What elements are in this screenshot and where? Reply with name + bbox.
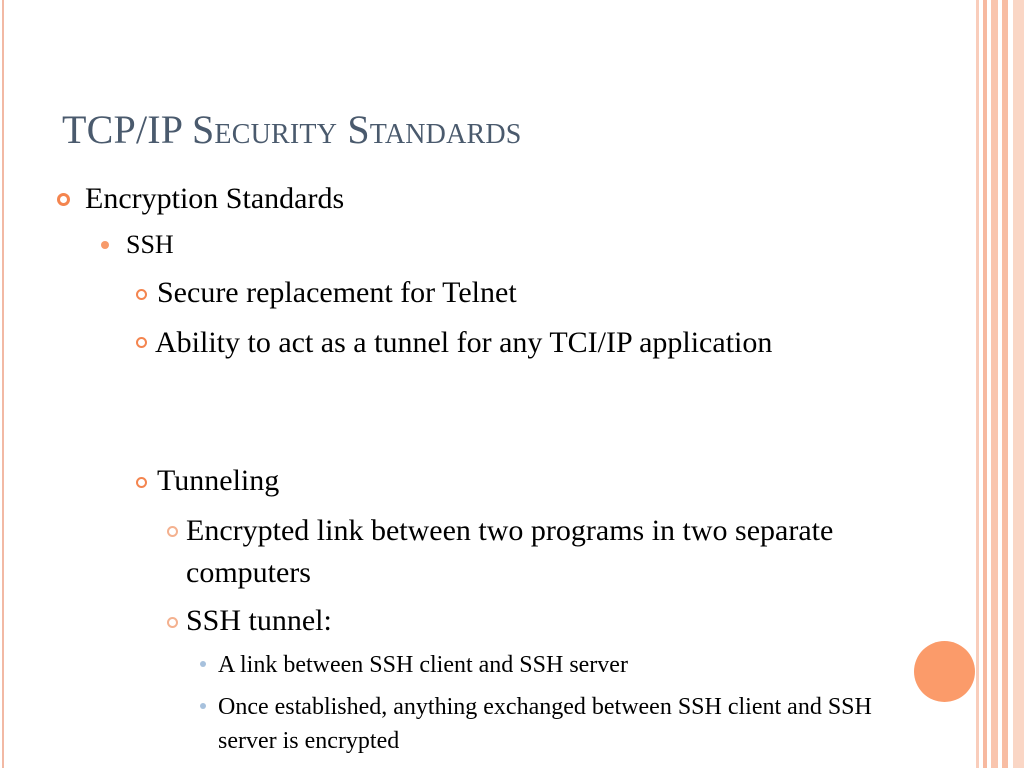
ring-bullet-icon — [136, 289, 147, 300]
blue-dot-bullet-icon — [200, 703, 206, 709]
bullet-tunneling: Tunneling — [157, 464, 280, 497]
ring-bullet-icon — [57, 193, 70, 206]
stripe — [1002, 0, 1008, 768]
bullet-encryption-standards: Encryption Standards — [85, 182, 345, 215]
slide-left-border — [2, 0, 4, 768]
light-ring-bullet-icon — [167, 617, 178, 628]
dot-bullet-icon — [101, 241, 109, 249]
stripe — [983, 0, 987, 768]
accent-circle-decoration — [914, 641, 975, 702]
bullet-once-established: Once established, anything exchanged between SSH client and SSH server is encrypted — [218, 694, 872, 754]
ring-bullet-icon — [136, 337, 147, 348]
bullet-encrypted-link: Encrypted link between two programs in two separate computers — [186, 514, 834, 589]
blue-dot-bullet-icon — [200, 661, 206, 667]
bullet-ssh: SSH — [126, 230, 174, 259]
bullet-secure-replacement: Secure replacement for Telnet — [157, 276, 517, 309]
stripe — [1013, 0, 1024, 768]
light-ring-bullet-icon — [167, 526, 178, 537]
slide-title: TCP/IP Security Standards — [62, 107, 522, 152]
bullet-link-client-server: A link between SSH client and SSH server — [218, 652, 628, 678]
bullet-ssh-tunnel: SSH tunnel: — [186, 604, 332, 637]
stripe — [976, 0, 979, 768]
slide-right-stripes — [976, 0, 1024, 768]
ring-bullet-icon — [136, 477, 147, 488]
stripe — [991, 0, 998, 768]
bullet-tunnel-ability: Ability to act as a tunnel for any TCI/IP application — [155, 326, 773, 359]
